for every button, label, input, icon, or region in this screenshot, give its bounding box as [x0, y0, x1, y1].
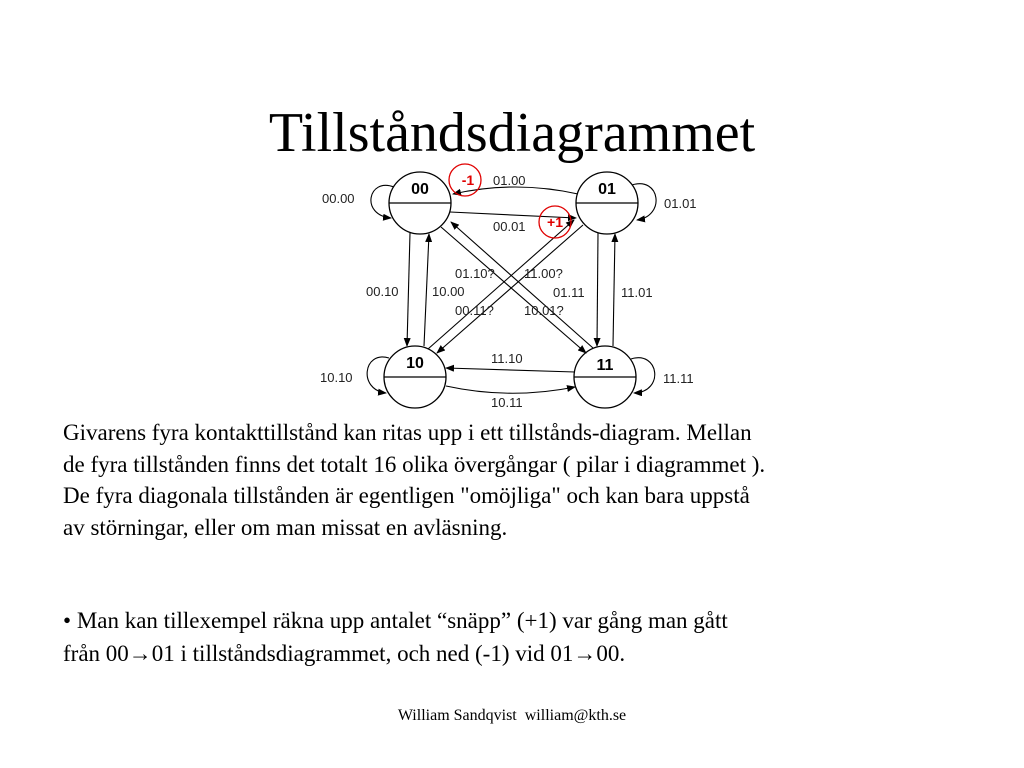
bullet-text: 00. [596, 641, 626, 666]
page-title: Tillståndsdiagrammet [268, 102, 756, 164]
label-01-01: 01.01 [664, 196, 697, 211]
state-11-label: 11 [596, 357, 614, 374]
description-line: av störningar, eller om man missat en avläsning. [63, 514, 508, 540]
bullet-line [63, 637, 963, 670]
bullet-point [63, 604, 963, 670]
state-11 [574, 346, 636, 408]
bullet-text: 01 i tillståndsdiagrammet, och ned (-1) vid 01 [151, 641, 574, 666]
label-10-11: 10.11 [491, 395, 523, 410]
bullet-line [63, 604, 963, 637]
author-name: William Sandqvist [397, 707, 517, 724]
state-10-label: 10 [406, 355, 424, 372]
label-01-11: 01.11 [553, 285, 585, 300]
label-11-01: 11.01 [621, 285, 653, 300]
label-10-01: 10.01? [524, 303, 564, 318]
description-paragraph [63, 417, 963, 543]
state-diagram [310, 160, 710, 412]
label-00-00: 00.00 [322, 191, 355, 206]
label-00-10: 00.10 [366, 284, 399, 299]
bullet-text: från 00 [63, 641, 129, 666]
arrow-11-10 [446, 368, 575, 372]
description-line: Givarens fyra kontakttillstånd kan ritas upp i ett tillstånds-diagram. Mellan [63, 420, 752, 445]
plus-one-label: +1 [547, 214, 563, 230]
state-00-label: 00 [411, 181, 429, 198]
arrow-11-01 [613, 234, 615, 346]
bullet-text: Man kan tillexempel räkna upp antalet “snäpp” (+1) var gång man gått [76, 608, 728, 633]
label-01-10: 01.10? [455, 266, 495, 281]
description-line: De fyra diagonala tillstånden är egentligen "omöjliga" och kan bara uppstå [63, 483, 750, 508]
footer [0, 707, 1024, 725]
minus-one-label: -1 [461, 172, 475, 188]
state-01 [576, 172, 638, 234]
state-10 [384, 346, 446, 408]
label-00-11: 00.11? [455, 303, 494, 318]
label-10-10: 10.10 [320, 370, 353, 385]
arrow-10-11 [446, 386, 575, 393]
arrow-01-11 [597, 233, 598, 346]
arrow-00-10 [407, 233, 410, 346]
state-00 [389, 172, 451, 234]
label-00-01: 00.01 [493, 219, 526, 234]
label-11-11: 11.11 [663, 371, 694, 386]
label-11-10: 11.10 [491, 351, 523, 366]
arrow-01-00 [453, 187, 578, 194]
bullet-symbol: • [63, 608, 72, 633]
label-10-00: 10.00 [432, 284, 465, 299]
label-01-00: 01.00 [493, 173, 526, 188]
arrow-symbol: → [573, 641, 597, 666]
arrow-symbol: → [128, 641, 152, 666]
state-01-label: 01 [598, 181, 616, 198]
author-email: william@kth.se [524, 707, 627, 724]
description-line: de fyra tillstånden finns det totalt 16 olika övergångar ( pilar i diagrammet ). [63, 451, 766, 477]
arrow-10-00 [424, 234, 429, 346]
plus-one-marker [539, 206, 571, 238]
label-11-00: 11.00? [524, 266, 563, 281]
